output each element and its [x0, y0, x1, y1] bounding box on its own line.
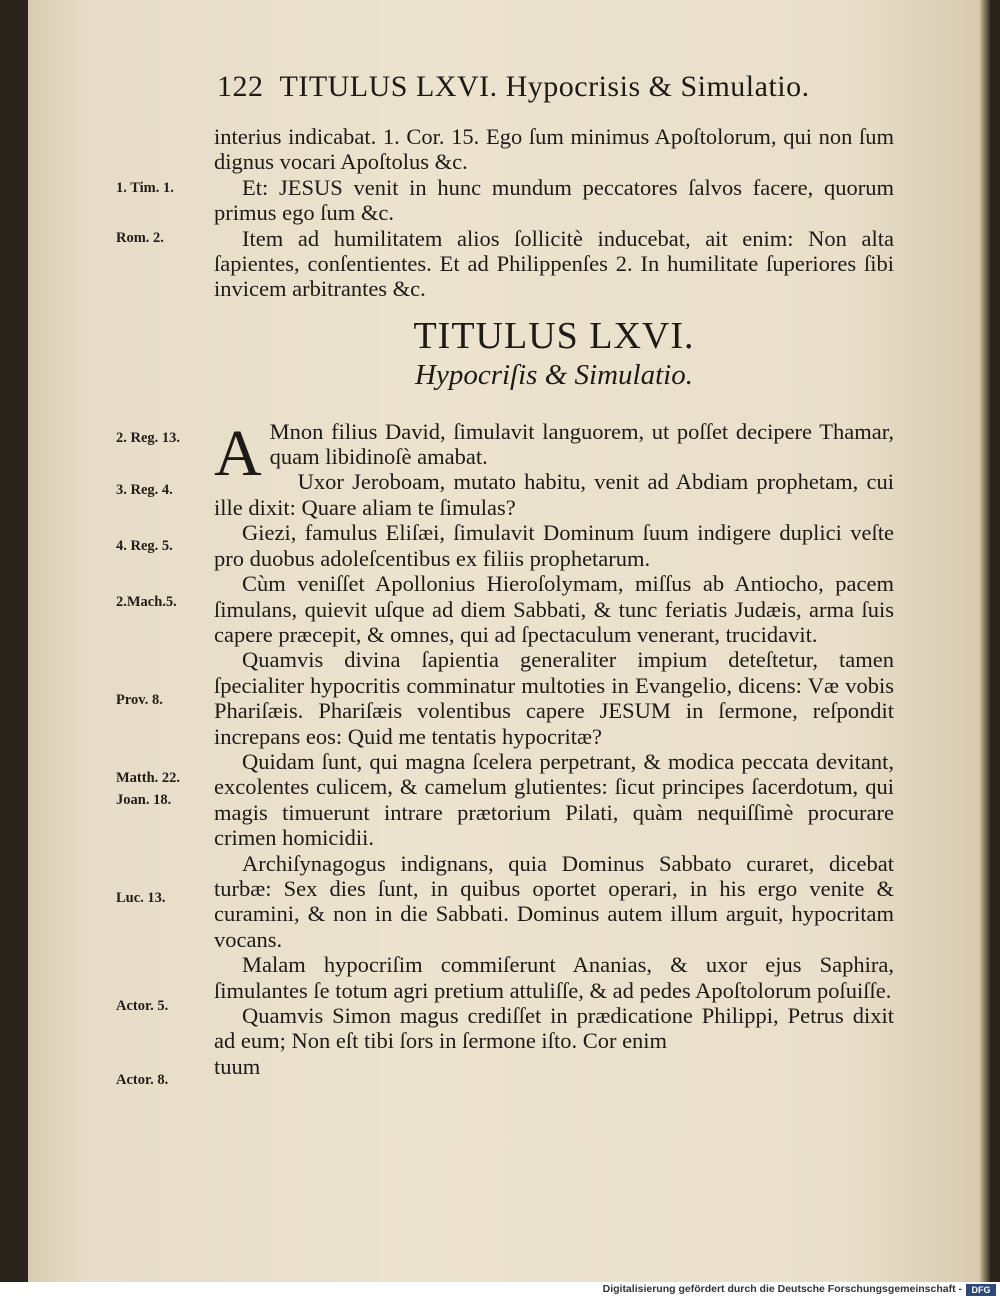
paragraph: interius indicabat. 1. Cor. 15. Ego ſum minimus Apoſtolorum, qui non ſum dignus vocari Apoſtolus &c.: [214, 124, 894, 175]
margin-note: 2. Reg. 13.: [116, 430, 181, 446]
chapter-subtitle: Hypocriſis & Simulatio.: [415, 359, 693, 392]
paragraph: Uxor Jeroboam, mutato habitu, venit ad Abdiam prophetam, cui ille dixit: Quare aliam te ſimulas?: [214, 469, 894, 520]
page-body: [214, 124, 894, 1079]
margin-note: Actor. 8.: [116, 1072, 169, 1088]
chapter-title: TITULUS LXVI.: [413, 314, 695, 357]
paragraph: Quamvis Simon magus crediſſet in prædicatione Philippi, Petrus dixit ad eum; Non eſt tibi ſors in ſermone iſto. Cor enim: [214, 1003, 894, 1054]
margin-note: 4. Reg. 5.: [116, 538, 173, 554]
paragraph: Quidam ſunt, qui magna ſcelera perpetrant, & modica peccata devitant, excolentes culicem, & camelum glutientes: ſicut principes ſacerdotum, qui magis timuerunt intrare prætorium Pilati, quàm nequiſſimè procurare crimen homicidii.: [214, 748, 894, 851]
paragraph: Giezi, famulus Eliſæi, ſimulavit Dominum ſuum indigere duplici veſte pro duobus adoleſcentibus ex filiis prophetarum.: [214, 520, 894, 571]
first-paragraph-text: Mnon filius David, ſimulavit languorem, ut poſſet decipere Thamar, quam libidinoſè amabat.: [269, 418, 894, 470]
margin-note: Prov. 8.: [116, 692, 163, 708]
margin-note: 1. Tim. 1.: [116, 180, 174, 196]
drop-cap: A: [214, 416, 262, 490]
footer-bar: [0, 1282, 1000, 1298]
dfg-logo-icon: DFG: [966, 1284, 996, 1296]
margin-note: Matth. 22.: [116, 770, 181, 786]
margin-note: Actor. 5.: [116, 998, 169, 1014]
margin-note: Rom. 2.: [116, 230, 164, 246]
paragraph: Quamvis divina ſapientia generaliter impium deteſtetur, tamen ſpecialiter hypocritis comminatur multoties in Evangelio, dicens: Væ vobis Phariſæis. Phariſæis volentibus capere JESUM in ſermone, reſpondit increpans eos: Quid me tentatis hypocritæ?: [214, 647, 894, 749]
margin-note: Luc. 13.: [116, 890, 166, 906]
paragraph: Et: JESUS venit in hunc mundum peccatores ſalvos facere, quorum primus ego ſum &c.: [214, 174, 894, 226]
paragraph: Cùm veniſſet Apollonius Hieroſolymam, miſſus ab Antiocho, pacem ſimulans, quievit uſque ad diem Sabbati, & tunc feriatis Judæis, arma ſuis capere præcepit, & omnes, qui ad ſpectaculum venerant, trucidavit.: [214, 571, 894, 647]
page-number: 122: [217, 70, 264, 103]
catchword: tuum: [214, 1053, 261, 1079]
margin-note: Joan. 18.: [116, 792, 172, 808]
running-head: [217, 70, 837, 104]
margin-note: 2.Mach.5.: [116, 594, 177, 610]
paragraph: Malam hypocriſim commiſerunt Ananias, & uxor ejus Saphira, ſimulantes ſe totum agri pretium attuliſſe, & ad pedes Apoſtolorum poſuiſſe.: [214, 952, 894, 1003]
margin-note: 3. Reg. 4.: [116, 482, 173, 498]
page-edge: [980, 0, 990, 1282]
running-head-title: TITULUS LXVI. Hypocrisis & Simulatio.: [279, 70, 810, 103]
first-paragraph: [214, 416, 894, 490]
paragraph: Archiſynagogus indignans, quia Dominus Sabbato curaret, dicebat turbæ: Sex dies ſunt, in quibus oportet operari, in his ergo venite & curamini, & non in die Sabbati. Dominus autem illum arguit, hypocritam vocans.: [214, 850, 894, 952]
footer-credit: Digitalisierung gefördert durch die Deutsche Forschungsgemeinschaft -: [602, 1283, 962, 1295]
paragraph: Item ad humilitatem alios ſollicitè inducebat, ait enim: Non alta ſapientes, conſentientes. Et ad Philippenſes 2. In humilitate ſuperiores ſibi invicem arbitrantes &c.: [214, 225, 894, 302]
